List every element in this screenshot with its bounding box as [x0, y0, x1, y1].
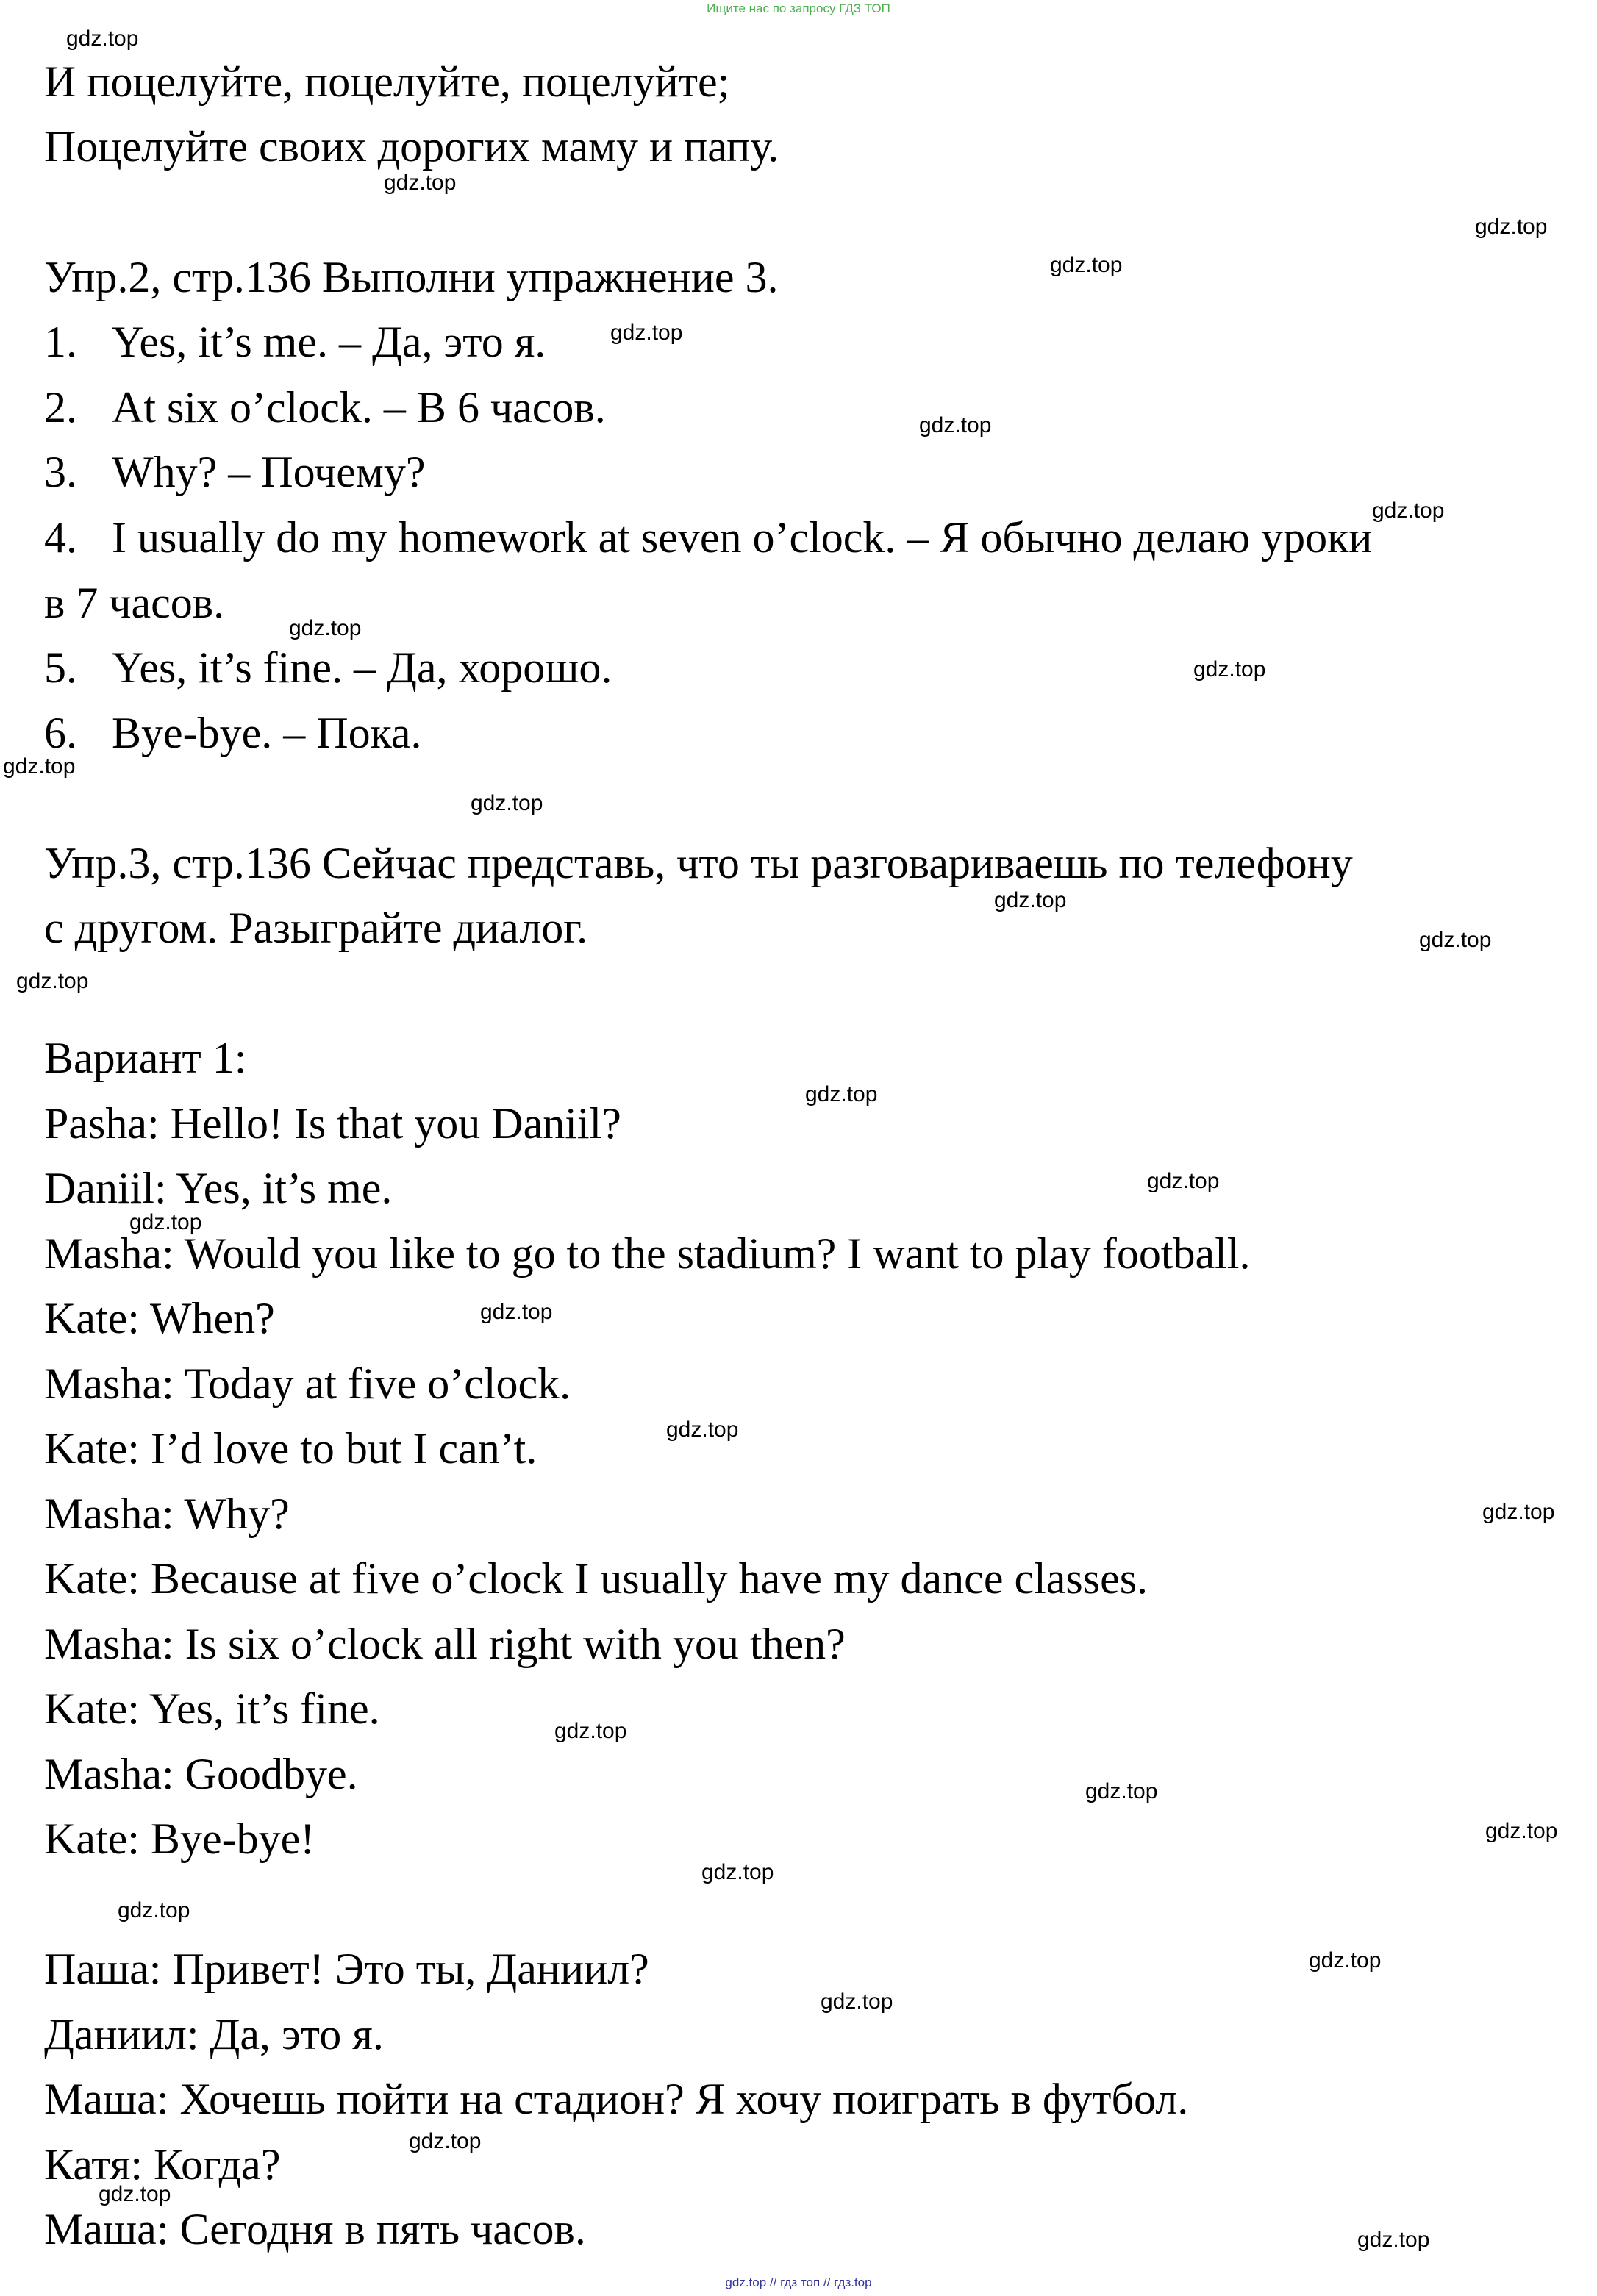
watermark: gdz.top: [1357, 2228, 1430, 2252]
watermark: gdz.top: [99, 2182, 171, 2206]
watermark: gdz.top: [1309, 1948, 1382, 1973]
watermark: gdz.top: [701, 1860, 774, 1884]
list-item: 5. Yes, it’s fine. – Да, хорошо.: [44, 643, 612, 692]
dialog-line: Masha: Would you like to go to the stadium? I want to play football.: [44, 1229, 1251, 1278]
watermark: gdz.top: [1050, 253, 1123, 277]
poem-line: Поцелуйте своих дорогих маму и папу.: [44, 122, 779, 171]
list-item: 3. Why? – Почему?: [44, 448, 426, 496]
watermark: gdz.top: [994, 888, 1067, 912]
watermark: gdz.top: [821, 1989, 893, 2014]
watermark: gdz.top: [480, 1300, 553, 1324]
dialog-line-ru: Даниил: Да, это я.: [44, 2010, 384, 2059]
dialog-line: Kate: Yes, it’s fine.: [44, 1684, 380, 1733]
dialog-line: Kate: Bye-bye!: [44, 1814, 315, 1863]
watermark: gdz.top: [289, 616, 362, 640]
watermark: gdz.top: [919, 413, 992, 437]
top-search-note: Ищите нас по запросу ГДЗ ТОП: [707, 1, 890, 15]
watermark: gdz.top: [1193, 657, 1266, 682]
dialog-line: Masha: Today at five o’clock.: [44, 1359, 571, 1408]
watermark: gdz.top: [1147, 1169, 1220, 1193]
list-item-continuation: в 7 часов.: [44, 579, 225, 627]
poem-line: И поцелуйте, поцелуйте, поцелуйте;: [44, 57, 730, 106]
dialog-line: Masha: Why?: [44, 1489, 290, 1538]
dialog-line-ru: Маша: Хочешь пойти на стадион? Я хочу поиграть в футбол.: [44, 2075, 1189, 2123]
watermark: gdz.top: [805, 1082, 878, 1106]
watermark: gdz.top: [1419, 928, 1492, 952]
watermark: gdz.top: [1085, 1779, 1158, 1803]
dialog-line: Masha: Is six o’clock all right with you then?: [44, 1620, 846, 1668]
watermark: gdz.top: [16, 969, 89, 993]
dialog-line-ru: Паша: Привет! Это ты, Даниил?: [44, 1945, 649, 1993]
watermark: gdz.top: [666, 1417, 739, 1442]
dialog-line-ru: Катя: Когда?: [44, 2140, 281, 2189]
dialog-line: Pasha: Hello! Is that you Daniil?: [44, 1099, 621, 1148]
watermark: gdz.top: [1475, 215, 1548, 239]
watermark: gdz.top: [66, 26, 139, 51]
watermark: gdz.top: [118, 1898, 190, 1923]
watermark: gdz.top: [3, 754, 76, 779]
watermark: gdz.top: [610, 321, 683, 345]
dialog-line: Kate: Because at five o’clock I usually have my dance classes.: [44, 1554, 1148, 1603]
exercise-2-heading: Упр.2, стр.136 Выполни упражнение 3.: [44, 253, 779, 301]
watermark: gdz.top: [1485, 1819, 1558, 1843]
watermark: gdz.top: [471, 791, 543, 815]
watermark: gdz.top: [1482, 1500, 1555, 1524]
list-item: 1. Yes, it’s me. – Да, это я.: [44, 318, 546, 366]
dialog-line: Masha: Goodbye.: [44, 1750, 358, 1798]
watermark: gdz.top: [409, 2129, 482, 2153]
footer-note: gdz.top // гдз топ // гдз.top: [725, 2275, 872, 2289]
watermark: gdz.top: [554, 1719, 627, 1743]
exercise-3-heading: с другом. Разыграйте диалог.: [44, 904, 588, 952]
exercise-3-heading: Упр.3, стр.136 Сейчас представь, что ты разговариваешь по телефону: [44, 839, 1353, 887]
variant-label: Вариант 1:: [44, 1034, 247, 1082]
list-item: 2. At six o’clock. – В 6 часов.: [44, 383, 606, 432]
list-item: 6. Bye-bye. – Пока.: [44, 709, 422, 757]
dialog-line-ru: Маша: Сегодня в пять часов.: [44, 2205, 586, 2253]
dialog-line: Daniil: Yes, it’s me.: [44, 1164, 393, 1212]
dialog-line: Kate: When?: [44, 1294, 275, 1342]
watermark: gdz.top: [129, 1210, 202, 1234]
watermark: gdz.top: [1372, 498, 1445, 523]
dialog-line: Kate: I’d love to but I can’t.: [44, 1424, 537, 1473]
watermark: gdz.top: [384, 171, 457, 195]
list-item: 4. I usually do my homework at seven o’clock. – Я обычно делаю уроки: [44, 513, 1373, 562]
